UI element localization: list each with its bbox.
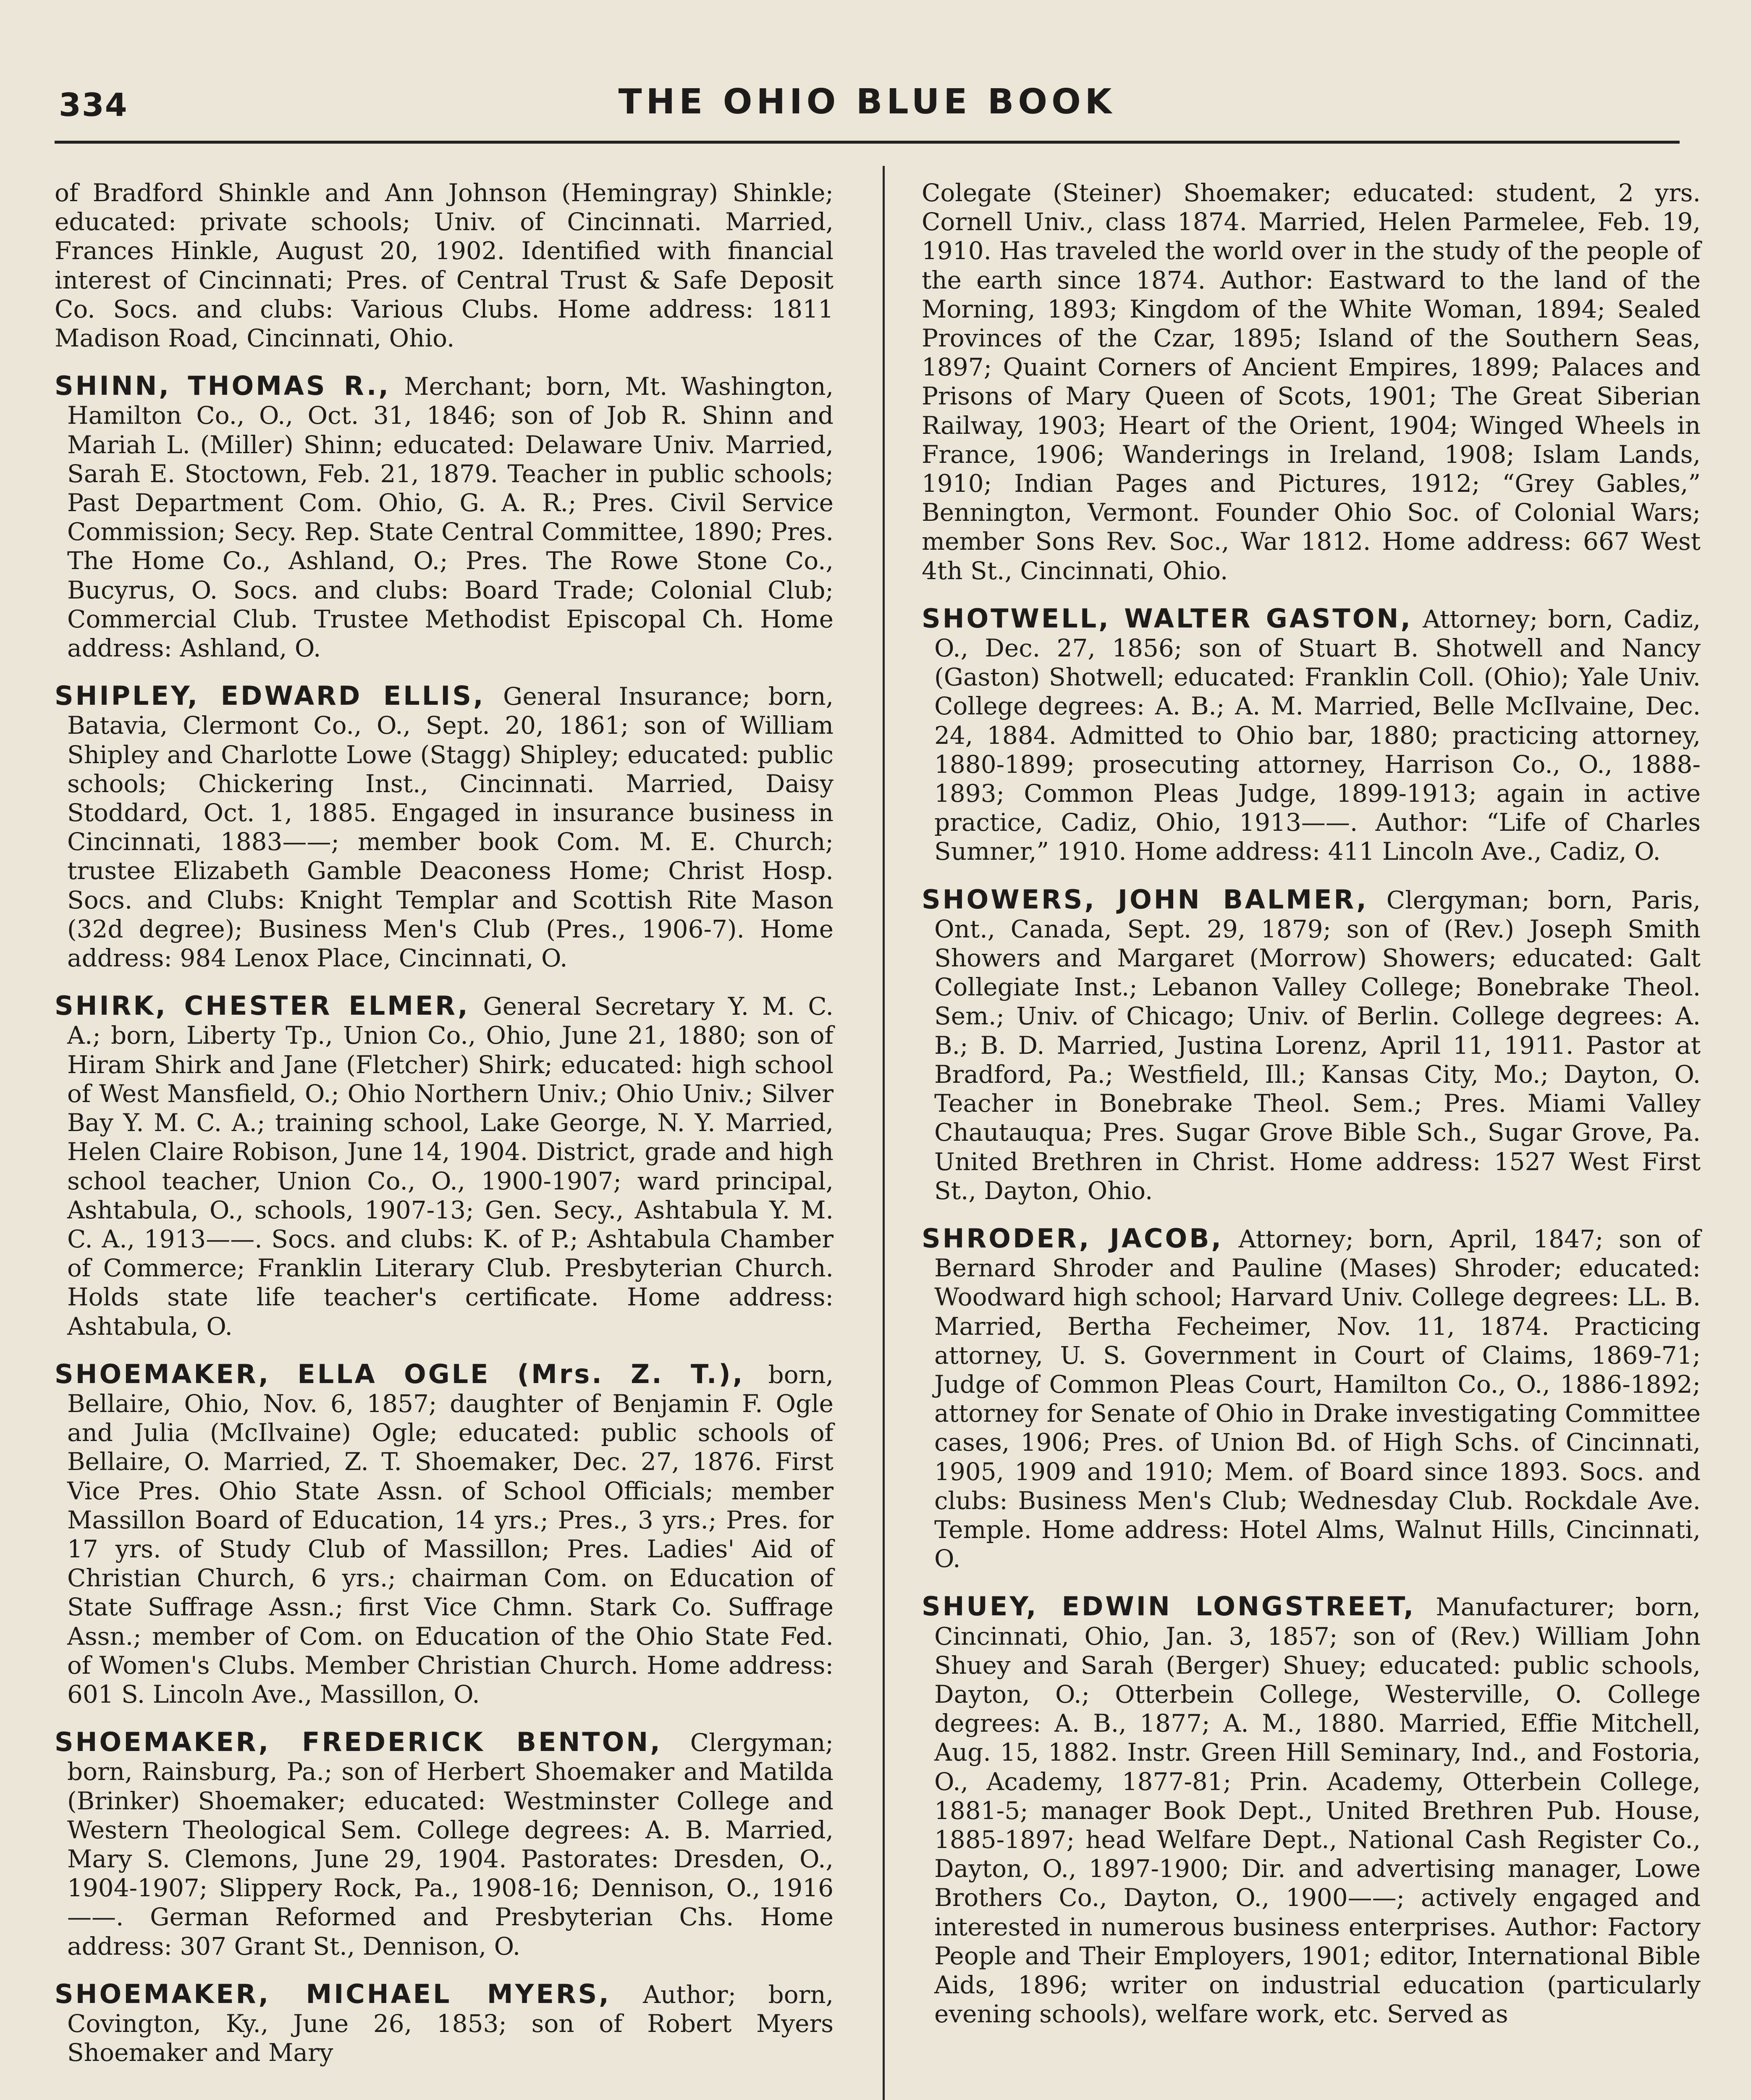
- entry-text: of Bradford Shinkle and Ann Johnson (Hemingray) Shinkle; educated: private schools; Univ. of Cincinnati. Married, Frances Hinkle, August 20, 1902. Identified with financial interest of Cincinnati; Pres. of Central Trust & Safe Deposit Co. Socs. and clubs: Various Clubs. Home address: 1811 Madison Road, Cincinnati, Ohio.: [55, 178, 834, 353]
- entry-text: General Secretary Y. M. C. A.; born, Liberty Tp., Union Co., Ohio, June 21, 1880; son of Hiram Shirk and Jane (Fletcher) Shirk; educated: high school of West Mansfield, O.; Ohio Northern Univ.; Ohio Univ.; Silver Bay Y. M. C. A.; training school, Lake George, N. Y. Married, Helen Claire Robison, June 14, 1904. District, grade and high school teacher, Union Co., O., 1900-1907; ward principal, Ashtabula, O., schools, 1907-13; Gen. Secy., Ashtabula Y. M. C. A., 1913——. Socs. and clubs: K. of P.; Ashtabula Chamber of Commerce; Franklin Literary Club. Presbyterian Church. Holds state life teacher's certificate. Home address: Ashtabula, O.: [67, 992, 834, 1341]
- column-divider: [883, 166, 885, 2100]
- biography-entry: [55, 1360, 834, 1709]
- biography-entry: [922, 604, 1701, 866]
- entry-name: SHOEMAKER, ELLA OGLE (Mrs. Z. T.),: [55, 1358, 745, 1389]
- biography-entry: [922, 178, 1701, 585]
- entry-text: Clergyman; born, Rainsburg, Pa.; son of Herbert Shoemaker and Matilda (Brinker) Shoemaker; educated: Westminster College and Western Theological Sem. College degrees: A. B. Married, Mary S. Clemons, June 29, 1904. Pastorates: Dresden, O., 1904-1907; Slippery Rock, Pa., 1908-16; Dennison, O., 1916——. German Reformed and Presbyterian Chs. Home address: 307 Grant St., Dennison, O.: [67, 1728, 834, 1961]
- entry-text: Manufacturer; born, Cincinnati, Ohio, Jan. 3, 1857; son of (Rev.) William John Shuey and Sarah (Berger) Shuey; educated: public schools, Dayton, O.; Otterbein College, Westerville, O. College degrees: A. B., 1877; A. M., 1880. Married, Effie Mitchell, Aug. 15, 1882. Instr. Green Hill Seminary, Ind., and Fostoria, O., Academy, 1877-81; Prin. Academy, Otterbein College, 1881-5; manager Book Dept., United Brethren Pub. House, 1885-1897; head Welfare Dept., National Cash Register Co., Dayton, O., 1897-1900; Dir. and advertising manager, Lowe Brothers Co., Dayton, O., 1900——; actively engaged and interested in numerous business enterprises. Author: Factory People and Their Employers, 1901; editor, International Bible Aids, 1896; writer on industrial education (particularly evening schools), welfare work, etc. Served as: [934, 1593, 1701, 2029]
- biography-entry: [55, 1979, 834, 2068]
- page-number: 334: [59, 86, 128, 123]
- right-column: [922, 178, 1701, 2047]
- biography-entry: [922, 885, 1701, 1205]
- biography-entry: [55, 178, 834, 353]
- entry-text: Merchant; born, Mt. Washington, Hamilton Co., O., Oct. 31, 1846; son of Job R. Shinn and Mariah L. (Miller) Shinn; educated: Delaware Univ. Married, Sarah E. Stoctown, Feb. 21, 1879. Teacher in public schools; Past Department Com. Ohio, G. A. R.; Pres. Civil Service Commission; Secy. Rep. State Central Committee, 1890; Pres. The Home Co., Ashland, O.; Pres. The Rowe Stone Co., Bucyrus, O. Socs. and clubs: Board Trade; Colonial Club; Commercial Club. Trustee Methodist Episcopal Ch. Home address: Ashland, O.: [67, 372, 834, 663]
- entry-name: SHOEMAKER, MICHAEL MYERS,: [55, 1978, 611, 2009]
- biography-entry: [922, 1224, 1701, 1573]
- biography-entry: [55, 1727, 834, 1961]
- entry-name: SHIPLEY, EDWARD ELLIS,: [55, 680, 485, 711]
- entry-name: SHOTWELL, WALTER GASTON,: [922, 603, 1413, 634]
- left-column: [55, 178, 834, 2086]
- entry-text: Colegate (Steiner) Shoemaker; educated: student, 2 yrs. Cornell Univ., class 1874. Married, Helen Parmelee, Feb. 19, 1910. Has traveled the world over in the study of the people of the earth since 1874. Author: Eastward to the land of the Morning, 1893; Kingdom of the White Woman, 1894; Sealed Provinces of the Czar, 1895; Island of the Southern Seas, 1897; Quaint Corners of Ancient Empires, 1899; Palaces and Prisons of Mary Queen of Scots, 1901; The Great Siberian Railway, 1903; Heart of the Orient, 1904; Winged Wheels in France, 1906; Wanderings in Ireland, 1908; Islam Lands, 1910; Indian Pages and Pictures, 1912; “Grey Gables,” Bennington, Vermont. Founder Ohio Soc. of Colonial Wars; member Sons Rev. Soc., War 1812. Home address: 667 West 4th St., Cincinnati, Ohio.: [922, 178, 1701, 585]
- page-header: [55, 82, 1680, 144]
- biography-entry: [922, 1592, 1701, 2029]
- entry-text: Author; born, Covington, Ky., June 26, 1853; son of Robert Myers Shoemaker and Mary: [67, 1980, 834, 2067]
- biography-entry: [55, 371, 834, 663]
- entry-name: SHINN, THOMAS R.,: [55, 370, 391, 402]
- entry-text: Attorney; born, April, 1847; son of Bernard Shroder and Pauline (Mases) Shroder; educated: Woodward high school; Harvard Univ. College degrees: LL. B. Married, Bertha Fecheimer, Nov. 11, 1874. Practicing attorney, U. S. Government in Court of Claims, 1869-71; Judge of Common Pleas Court, Hamilton Co., O., 1886-1892; attorney for Senate of Ohio in Drake investigating Committee cases, 1906; Pres. of Union Bd. of High Schs. of Cincinnati, 1905, 1909 and 1910; Mem. of Board since 1893. Socs. and clubs: Business Men's Club; Wednesday Club. Rockdale Ave. Temple. Home address: Hotel Alms, Walnut Hills, Cincinnati, O.: [934, 1224, 1701, 1573]
- entry-name: SHOWERS, JOHN BALMER,: [922, 884, 1368, 915]
- running-title: THE OHIO BLUE BOOK: [618, 82, 1116, 122]
- entry-name: SHRODER, JACOB,: [922, 1223, 1224, 1254]
- entry-text: born, Bellaire, Ohio, Nov. 6, 1857; daughter of Benjamin F. Ogle and Julia (McIlvaine) Ogle; educated: public schools of Bellaire, O. Married, Z. T. Shoemaker, Dec. 27, 1876. First Vice Pres. Ohio State Assn. of School Officials; member Massillon Board of Education, 14 yrs.; Pres., 3 yrs.; Pres. for 17 yrs. of Study Club of Massillon; Pres. Ladies' Aid of Christian Church, 6 yrs.; chairman Com. on Education of State Suffrage Assn.; first Vice Chmn. Stark Co. Suffrage Assn.; member of Com. on Education of the Ohio State Fed. of Women's Clubs. Member Christian Church. Home address: 601 S. Lincoln Ave., Massillon, O.: [67, 1360, 834, 1709]
- entry-name: SHUEY, EDWIN LONGSTREET,: [922, 1591, 1416, 1622]
- entry-text: General Insurance; born, Batavia, Clermont Co., O., Sept. 20, 1861; son of William Shipley and Charlotte Lowe (Stagg) Shipley; educated: public schools; Chickering Inst., Cincinnati. Married, Daisy Stoddard, Oct. 1, 1885. Engaged in insurance business in Cincinnati, 1883——; member book Com. M. E. Church; trustee Elizabeth Gamble Deaconess Home; Christ Hosp. Socs. and Clubs: Knight Templar and Scottish Rite Mason (32d degree); Business Men's Club (Pres., 1906-7). Home address: 984 Lenox Place, Cincinnati, O.: [67, 682, 834, 973]
- biography-entry: [55, 991, 834, 1341]
- entry-name: SHOEMAKER, FREDERICK BENTON,: [55, 1727, 662, 1758]
- biography-entry: [55, 681, 834, 973]
- entry-text: Attorney; born, Cadiz, O., Dec. 27, 1856; son of Stuart B. Shotwell and Nancy (Gaston) Shotwell; educated: Franklin Coll. (Ohio); Yale Univ. College degrees: A. B.; A. M. Married, Belle McIlvaine, Dec. 24, 1884. Admitted to Ohio bar, 1880; practicing attorney, 1880-1899; prosecuting attorney, Harrison Co., O., 1888-1893; Common Pleas Judge, 1899-1913; again in active practice, Cadiz, Ohio, 1913——. Author: “Life of Charles Sumner,” 1910. Home address: 411 Lincoln Ave., Cadiz, O.: [934, 604, 1701, 866]
- entry-text: Clergyman; born, Paris, Ont., Canada, Sept. 29, 1879; son of (Rev.) Joseph Smith Showers and Margaret (Morrow) Showers; educated: Galt Collegiate Inst.; Lebanon Valley College; Bonebrake Theol. Sem.; Univ. of Chicago; Univ. of Berlin. College degrees: A. B.; B. D. Married, Justina Lorenz, April 11, 1911. Pastor at Bradford, Pa.; Westfield, Ill.; Kansas City, Mo.; Dayton, O. Teacher in Bonebrake Theol. Sem.; Pres. Miami Valley Chautauqua; Pres. Sugar Grove Bible Sch., Sugar Grove, Pa. United Brethren in Christ. Home address: 1527 West First St., Dayton, Ohio.: [934, 885, 1701, 1205]
- entry-name: SHIRK, CHESTER ELMER,: [55, 990, 470, 1021]
